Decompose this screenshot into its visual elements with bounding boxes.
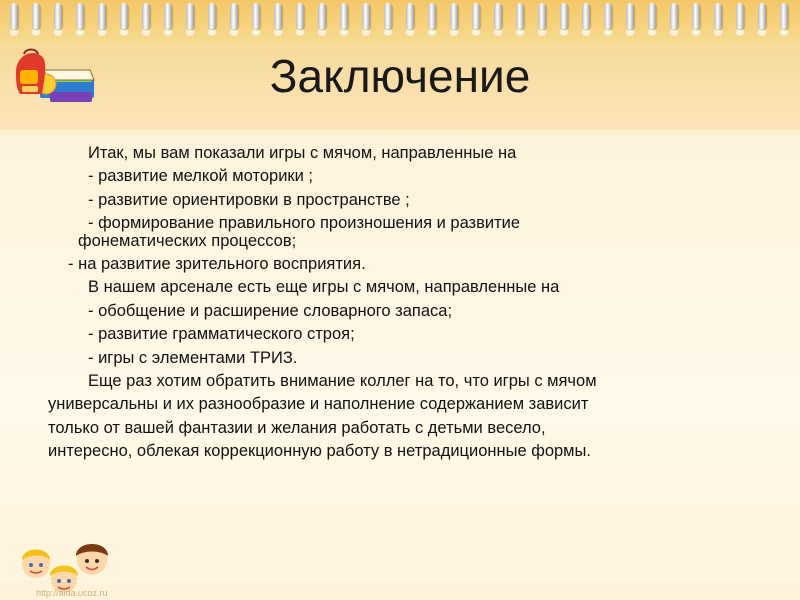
body-line: Еще раз хотим обратить внимание коллег на то, что игры с мячом — [88, 371, 597, 390]
binding-ring — [252, 3, 260, 29]
binding-ring — [76, 3, 84, 29]
body-line: - формирование правильного произношения и развитие — [88, 214, 521, 233]
binding-ring — [208, 3, 216, 29]
binding-ring — [230, 3, 238, 29]
binding-ring — [186, 3, 194, 29]
body-line: - развитие мелкой моторики ; — [88, 167, 314, 186]
body-line: - развитие грамматического строя; — [88, 325, 355, 344]
binding-ring — [780, 3, 788, 29]
binding-ring — [626, 3, 634, 29]
binding-ring — [362, 3, 370, 29]
body-line: универсальны и их разнообразие и наполнение содержанием зависит — [48, 395, 589, 414]
binding-ring — [318, 3, 326, 29]
body-line: В нашем арсенале есть еще игры с мячом, направленные на — [88, 278, 560, 297]
binding-ring — [54, 3, 62, 29]
binding-ring — [560, 3, 568, 29]
footer-url: http://aida.ucoz.ru — [36, 588, 108, 598]
binding-ring — [450, 3, 458, 29]
binding-ring — [296, 3, 304, 29]
binding-ring — [758, 3, 766, 29]
binding-ring — [582, 3, 590, 29]
binding-ring — [142, 3, 150, 29]
body-line: - развитие ориентировки в пространстве ; — [88, 190, 410, 209]
binding-ring — [472, 3, 480, 29]
body-line: интересно, облекая коррекционную работу в нетрадиционные формы. — [48, 442, 591, 461]
body-line: Итак, мы вам показали игры с мячом, направленные на — [88, 144, 517, 162]
binding-ring — [604, 3, 612, 29]
binding-ring — [648, 3, 656, 29]
binding-ring — [384, 3, 392, 29]
binding-ring — [516, 3, 524, 29]
binding-ring — [164, 3, 172, 29]
spiral-binding — [4, 0, 796, 40]
binding-ring — [10, 3, 18, 29]
binding-ring — [670, 3, 678, 29]
slide-title: Заключение — [269, 50, 531, 102]
binding-ring — [98, 3, 106, 29]
slide-body — [48, 142, 738, 463]
body-line: - игры с элементами ТРИЗ. — [88, 348, 298, 367]
binding-ring — [120, 3, 128, 29]
body-line: - обобщение и расширение словарного запаса; — [88, 301, 453, 320]
binding-ring — [428, 3, 436, 29]
body-line: только от вашей фантазии и желания работать с детьми весело, — [48, 418, 546, 437]
body-line: фонематических процессов; — [78, 231, 297, 250]
binding-ring — [538, 3, 546, 29]
binding-ring — [494, 3, 502, 29]
binding-ring — [406, 3, 414, 29]
binding-ring — [340, 3, 348, 29]
body-line: - на развитие зрительного восприятия. — [68, 254, 366, 273]
binding-ring — [274, 3, 282, 29]
binding-ring — [692, 3, 700, 29]
binding-ring — [736, 3, 744, 29]
binding-ring — [32, 3, 40, 29]
binding-ring — [714, 3, 722, 29]
